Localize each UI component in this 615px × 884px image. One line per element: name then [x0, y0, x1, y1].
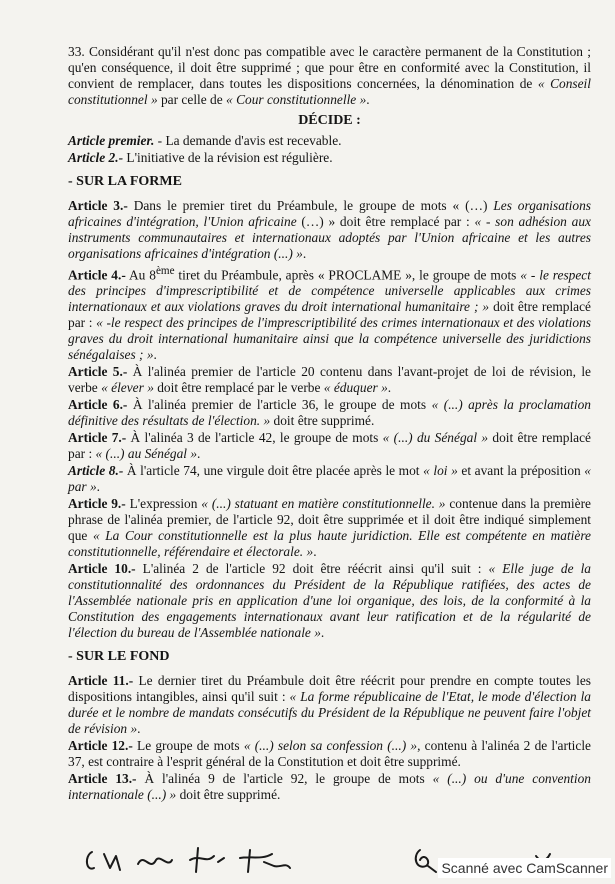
article-7: Article 7.- À l'alinéa 3 de l'article 42, le groupe de mots « (...) du Sénégal » doit être remplacé par : « (...) au Sénégal ».: [68, 430, 591, 462]
decide-heading: DÉCIDE :: [298, 113, 361, 128]
article-4: Article 4.- Au 8ème tiret du Préambule, après « PROCLAME », le groupe de mots « - le respect des principes d'imprescriptibilité et de compétence universelle applicables aux crimes internationaux et aux violations graves du droit international humanitaire ; » doit être remplacé par : « -le respect des principes de l'imprescriptibilité des crimes internationaux et des violations graves du droit international humanitaire ainsi que la compétence universelle des juridictions sénégalaises ; ».: [68, 265, 591, 363]
signature-2: [138, 858, 172, 864]
signature-4: [240, 850, 290, 872]
article-5: Article 5.- À l'alinéa premier de l'article 20 contenu dans l'avant-projet de loi de révision, le verbe « élever » doit être remplacé par le verbe « éduquer ».: [68, 364, 591, 396]
article-8: Article 8.- À l'article 74, une virgule doit être placée après le mot « loi » et avant la préposition « par ».: [68, 463, 591, 495]
article-13: Article 13.- À l'alinéa 9 de l'article 92, le groupe de mots « (...) ou d'une convention internationale (...) » doit être supprimé.: [68, 771, 591, 803]
forme-heading: - SUR LA FORME: [68, 174, 182, 189]
fond-heading: - SUR LE FOND: [68, 649, 170, 665]
signature-1: [87, 852, 120, 870]
article-2: Article 2.- L'initiative de la révision est régulière.: [68, 150, 333, 165]
article-6: Article 6.- À l'alinéa premier de l'article 36, le groupe de mots « (...) après la proclamation définitive des résultats de l'élection. » doit être supprimé.: [68, 397, 591, 429]
signature-5: [416, 850, 436, 872]
article-3: Article 3.- Dans le premier tiret du Préambule, le groupe de mots « (…) Les organisations africaines d'intégration, l'Union africaine (…) » doit être remplacé par : « - son adhésion aux instruments communautaires et internationaux adoptés par l'Union africaine et les autres organisations africaines d'intégration (...) ».: [68, 198, 591, 261]
considerant-33: 33. Considérant qu'il n'est donc pas compatible avec le caractère permanent de la Constitution ; qu'en conséquence, il doit être supprimé ; que pour être en conformité avec la Constitution, il convient de remplacer, dans toutes les dispositions concernées, la dénomination de « Conseil constitutionnel » par celle de « Cour constitutionnelle ».: [68, 44, 591, 107]
article-9: Article 9.- L'expression « (...) statuant en matière constitutionnelle. » contenue dans la première phrase de l'alinéa premier, de l'article 92, doit être supprimée et il doit être indiqué simplement que « La Cour constitutionnelle est la plus haute juridiction. Elle est compétente en matière constitutionnelle, référendaire et électorale. ».: [68, 496, 591, 560]
article-12: Article 12.- Le groupe de mots « (...) selon sa confession (...) », contenu à l'alinéa 2 de l'article 37, est contraire à l'esprit général de la Constitution et doit être supprimé.: [68, 738, 591, 770]
camscanner-watermark: Scanné avec CamScanner: [438, 858, 611, 878]
article-10: Article 10.- L'alinéa 2 de l'article 92 doit être réécrit ainsi qu'il suit : « Elle juge de la constitutionnalité des ordonnances du Président de la République ratifiées, des actes de l'Assemblée nationale pris en application d'une loi organique, des lois, de la conformité à la Constitution des engagements internationaux avant leur ratification et de la régularité de l'élection du bureau de l'Assemblée nationale ».: [68, 561, 591, 641]
article-1: Article premier. - La demande d'avis est recevable.: [68, 133, 342, 148]
article-11: Article 11.- Le dernier tiret du Préambule doit être réécrit pour prendre en compte toutes les dispositions intangibles, ainsi qu'il suit : « La forme républicaine de l'Etat, le mode d'élection la durée et le nombre de mandats consécutifs du Président de la République ne peuvent faire l'objet de révision ».: [68, 673, 591, 737]
signature-3: [190, 848, 224, 872]
